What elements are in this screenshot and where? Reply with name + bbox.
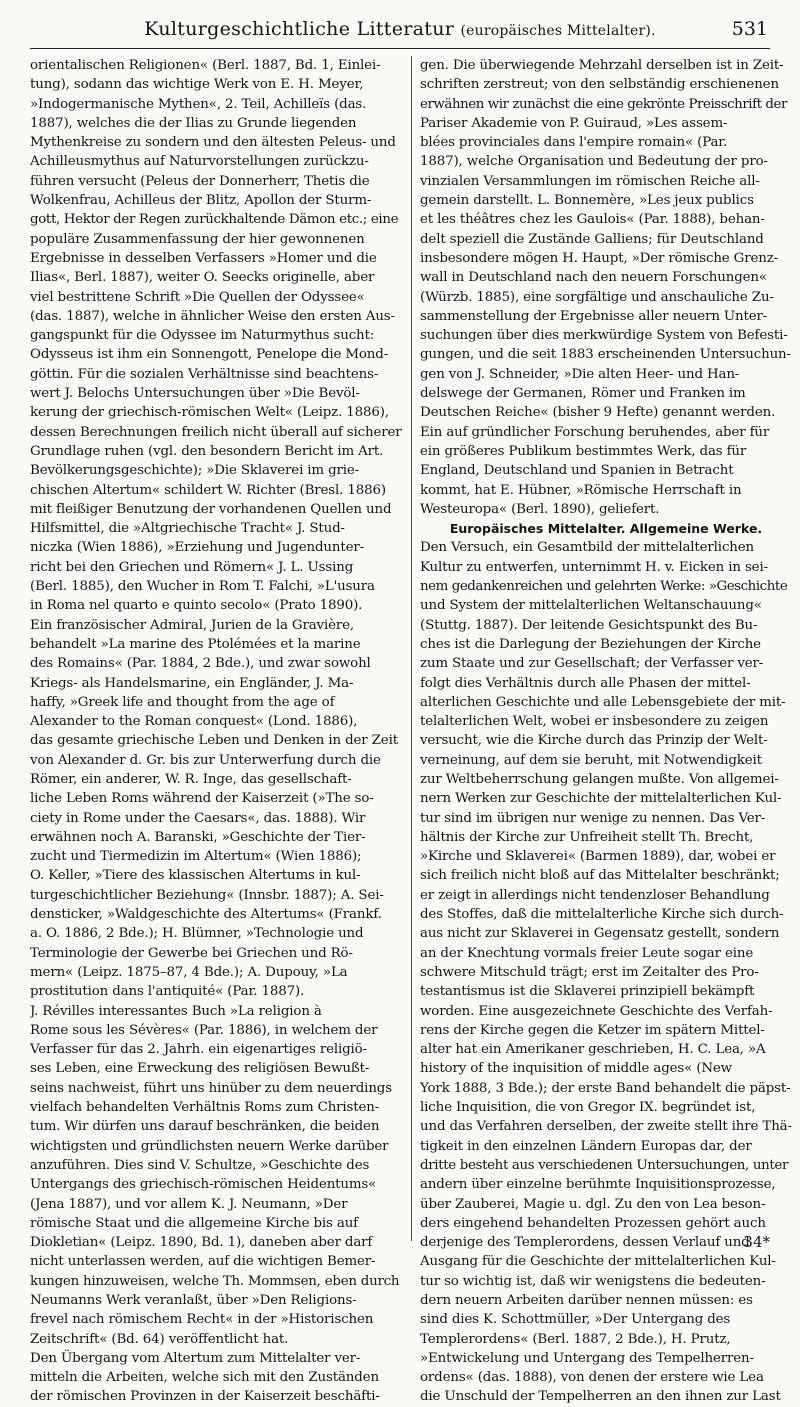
text-line: suchungen über dies merkwürdige System von Befesti- (420, 328, 788, 344)
text-line: sind dies K. Schottmüller, »Der Untergang des (420, 1312, 731, 1328)
text-line: Kultur zu entwerfen, unternimmt H. v. Eicken in sei- (420, 559, 768, 575)
text-line: hältnis der Kirche zur Unfreiheit stellt Th. Brecht, (420, 829, 754, 845)
text-line: römische Staat und die allgemeine Kirche bis auf (30, 1215, 358, 1231)
text-line: history of the inquisition of middle ages« (New (420, 1061, 732, 1077)
text-line: Terminologie der Gewerbe bei Griechen und Rö- (30, 945, 353, 961)
text-line: von Alexander d. Gr. bis zur Unterwerfung durch die (30, 752, 381, 768)
text-line: seins nachweist, führt uns hinüber zu dem neuerdings (30, 1080, 392, 1096)
text-line: Rome sous les Sévères« (Par. 1886), in welchem der (30, 1022, 378, 1038)
text-line: des Stoffes, daß die mittelalterliche Kirche sich durch- (420, 907, 784, 923)
text-line: Westeuropa« (Berl. 1890), geliefert. (420, 501, 660, 517)
text-line: führen versucht (Peleus der Donnerherr, Thetis die (30, 173, 370, 189)
text-line: York 1888, 3 Bde.); der erste Band behandelt die päpst- (420, 1080, 791, 1096)
text-line: blées provinciales dans l'empire romain« (Par. (420, 135, 728, 151)
text-line: Bevölkerungsgeschichte); »Die Sklaverei im grie- (30, 463, 360, 479)
printer-signature: 34* (743, 1233, 770, 1251)
text-line: »Indogermanische Mythen«, 2. Teil, Achilleïs (das. (30, 96, 367, 112)
text-line: Wolkenfrau, Achilleus der Blitz, Apollon der Sturm- (30, 193, 372, 209)
running-title-subtitle: (europäisches Mittelalter). (460, 23, 656, 39)
text-line: delswege der Germanen, Römer und Franken im (420, 386, 746, 402)
text-line: wert J. Belochs Untersuchungen über »Die Bevöl- (30, 386, 360, 402)
text-line: der römischen Provinzen in der Kaiserzeit beschäfti- (30, 1389, 380, 1405)
text-line: kungen hinzuweisen, welche Th. Mommsen, eben durch (30, 1273, 400, 1289)
text-line: Achilleusmythus auf Naturvorstellungen zurückzu- (30, 154, 369, 170)
page-number: 531 (731, 18, 768, 40)
text-line: »Entwickelung und Untergang des Tempelherren- (420, 1350, 754, 1366)
text-line: Diokletian« (Leipz. 1890, Bd. 1), daneben aber darf (30, 1235, 373, 1251)
text-line: mern« (Leipz. 1875–87, 4 Bde.); A. Dupouy, »La (30, 964, 348, 980)
text-line: nern Werken zur Geschichte der mittelalterlichen Kul- (420, 791, 782, 807)
text-line: gemein darstellt. L. Bonnemère, »Les jeux publics (420, 193, 754, 209)
running-header (30, 18, 770, 44)
text-line: schwere Mitschuld trägt; erst im Zeitalter des Pro- (420, 964, 759, 980)
text-line: (Stuttg. 1887). Der leitende Gesichtspunkt des Bu- (420, 617, 758, 633)
text-line: wall in Deutschland nach den neuern Forschungen« (420, 270, 767, 286)
text-line: zum Staate und zur Gesellschaft; der Verfasser ver- (420, 656, 764, 672)
text-line: sammenstellung der Ergebnisse aller neuern Unter- (420, 308, 768, 324)
text-line: richt bei den Griechen und Römern« J. L. Ussing (30, 559, 354, 575)
text-line: populäre Zusammenfassung der hier gewonnenen (30, 231, 365, 247)
text-line: worden. Eine ausgezeichnete Geschichte des Verfah- (420, 1003, 773, 1019)
text-line: ches ist die Darlegung der Beziehungen der Kirche (420, 636, 761, 652)
text-line: rens der Kirche gegen die Ketzer im spätern Mittel- (420, 1022, 765, 1038)
text-line: aus nicht zur Sklaverei in Gegensatz gestellt, sondern (420, 926, 780, 942)
text-line: mitteln die Arbeiten, welche sich mit den Zuständen (30, 1370, 379, 1386)
text-line: dritte besteht aus verschiedenen Untersuchungen, unter (420, 1157, 789, 1173)
text-line: Templerordens« (Berl. 1887, 2 Bde.), H. Prutz, (420, 1331, 731, 1347)
text-line: zur Weltbeherrschung gelangen mußte. Von allgemei- (420, 771, 779, 787)
text-line: schriften zerstreut; von den selbständig erschienenen (420, 77, 779, 93)
text-line: nem gedankenreichen und gelehrten Werke: »Geschichte (420, 579, 788, 595)
text-line: über Zauberei, Magie u. dgl. Zu den von Lea beson- (420, 1196, 766, 1212)
text-line: testantismus ist die Sklaverei prinzipiell bekämpft (420, 984, 755, 1000)
text-line: gungen, und die seit 1883 erscheinenden Untersuchun- (420, 347, 791, 363)
text-line: das gesamte griechische Leben und Denken in der Zeit (30, 733, 398, 749)
text-line: J. Révilles interessantes Buch »La religion à (30, 1003, 322, 1019)
text-line: erwähnen wir zunächst die eine gekrönte Preisschrift der (420, 96, 787, 112)
text-line: alterlichen Geschichte und alle Lebensgebiete der mit- (420, 694, 786, 710)
text-line: tur so wichtig ist, daß wir wenigstens die bedeuten- (420, 1273, 766, 1289)
text-line: ciety in Rome under the Caesars«, das. 1888). Wir (30, 810, 366, 826)
text-line: chischen Altertum« schildert W. Richter (Bresl. 1886) (30, 482, 386, 498)
text-line: vielfach behandelten Verhältnis Roms zum Christen- (30, 1100, 380, 1116)
text-line: ses Leben, eine Erweckung des religiösen Bewußt- (30, 1061, 370, 1077)
text-line: Hilfsmittel, die »Altgriechische Tracht« J. Stud- (30, 521, 345, 537)
text-line: Ein französischer Admiral, Jurien de la Gravière, (30, 617, 354, 633)
text-line: Kriegs- als Handelsmarine, ein Engländer, J. Ma- (30, 675, 354, 691)
text-line: tur sind im übrigen nur wenige zu nennen. Das Ver- (420, 810, 766, 826)
text-line: Neumanns Werk veranlaßt, über »Den Religions- (30, 1293, 357, 1308)
text-line: liche Inquisition, die von Gregor IX. begründet ist, (420, 1100, 756, 1116)
text-line: an der Knechtung vormals freier Leute sogar eine (420, 945, 754, 961)
text-line: delt speziell die Zustände Galliens; für Deutschland (420, 231, 764, 247)
text-line: Ilias«, Berl. 1887), weiter O. Seecks originelle, aber (30, 270, 375, 286)
text-line: telalterlichen Welt, wobei er insbesondere zu zeigen (420, 714, 769, 730)
text-line: erwähnen noch A. Baranski, »Geschichte der Tier- (30, 829, 366, 845)
text-line: anzuführen. Dies sind V. Schultze, »Geschichte des (30, 1157, 370, 1173)
text-line: tung), sodann das wichtige Werk von E. H. Meyer, (30, 77, 364, 93)
text-line: dern neuern Arbeiten darüber nennen müssen: es (420, 1293, 753, 1308)
header-rule (30, 48, 770, 49)
text-line: folgt dies Verhältnis durch alle Phasen der mittel- (420, 675, 751, 691)
text-line: versucht, wie die Kirche durch das Prinzip der Welt- (420, 733, 768, 749)
text-line: dessen Berechnungen freilich nicht überall auf sicherer (30, 424, 402, 440)
text-line: gen von J. Schneider, »Die alten Heer- und Han- (420, 366, 740, 382)
text-line: Römer, ein anderer, W. R. Inge, das gesellschaft- (30, 771, 352, 787)
text-line: viel bestrittene Schrift »Die Quellen der Odyssee« (30, 289, 365, 305)
text-line: und System der mittelalterlichen Weltanschauung« (420, 598, 762, 614)
text-line: kommt, hat E. Hübner, »Römische Herrschaft in (420, 482, 742, 498)
text-line: Pariser Akademie von P. Guiraud, »Les assem- (420, 115, 728, 131)
text-line: die Unschuld der Tempelherren an den ihnen zur Last (420, 1389, 781, 1405)
text-line: England, Deutschland und Spanien in Betracht (420, 463, 734, 479)
text-line: liche Leben Roms während der Kaiserzeit (»The so- (30, 791, 374, 807)
text-line: niczka (Wien 1886), »Erziehung und Jugendunter- (30, 540, 364, 556)
text-line: turgeschichtlicher Beziehung« (Innsbr. 1887); A. Sei- (30, 887, 384, 903)
text-line: Untergangs des griechisch-römischen Heidentums« (30, 1177, 377, 1193)
text-line: Verfasser für das 2. Jahrh. ein eigenartiges religiö- (30, 1042, 367, 1058)
text-line: tum. Wir dürfen uns darauf beschränken, die beiden (30, 1119, 380, 1135)
left-column (30, 56, 402, 1407)
text-line: gott, Hektor der Regen zurückhaltende Dämon etc.; eine (30, 212, 399, 228)
text-line: ein größeres Publikum bestimmtes Werk, das für (420, 443, 747, 459)
text-line: a. O. 1886, 2 Bde.); H. Blümner, »Technologie und (30, 926, 364, 942)
text-line: Zeitschrift« (Bd. 64) veröffentlicht hat. (30, 1331, 289, 1347)
text-line: des Romains« (Par. 1884, 2 Bde.), und zwar sowohl (30, 656, 371, 672)
text-line: (Würzb. 1885), eine sorgfältige und anschauliche Zu- (420, 289, 774, 305)
text-line: tigkeit in den einzelnen Ländern Europas dar, der (420, 1138, 752, 1154)
text-line: wichtigsten und gründlichsten neuern Werke darüber (30, 1138, 389, 1154)
text-line: densticker, »Waldgeschichte des Altertums« (Frankf. (30, 907, 382, 923)
column-divider (411, 56, 412, 1241)
text-line: behandelt »La marine des Ptolémées et la marine (30, 636, 361, 652)
text-line: (Berl. 1885), den Wucher in Rom T. Falchi, »L'usura (30, 579, 375, 595)
section-heading: Europäisches Mittelalter. Allgemeine Werke. (449, 521, 763, 537)
text-line: mit fleißiger Benutzung der vorhandenen Quellen und (30, 501, 392, 517)
text-line: frevel nach römischem Recht« in der »Historischen (30, 1312, 374, 1328)
running-title (30, 18, 770, 40)
text-line: alter hat ein Amerikaner geschrieben, H. C. Lea, »A (420, 1042, 766, 1058)
text-line: et les théâtres chez les Gaulois« (Par. 1888), behan- (420, 212, 765, 228)
text-line: Den Versuch, ein Gesamtbild der mittelalterlichen (420, 540, 755, 556)
text-line: er zeigt in allerdings nicht tendenzloser Behandlung (420, 887, 770, 903)
text-line: haffy, »Greek life and thought from the age of (30, 694, 335, 710)
text-line: ders eingehend behandelten Prozessen gehört auch (420, 1215, 766, 1231)
text-line: verneinung, auf dem sie beruht, mit Notwendigkeit (420, 752, 762, 768)
text-line: nicht unterlassen werden, auf die wichtigen Bemer- (30, 1254, 376, 1270)
text-line: Odysseus ist ihm ein Sonnengott, Penelope die Mond- (30, 347, 389, 363)
text-line: derjenige des Templerordens, dessen Verlauf und (420, 1235, 750, 1251)
text-line: Grundlage ruhen (vgl. den besondern Bericht im Art. (30, 443, 384, 459)
text-line: gangspunkt für die Odyssee im Naturmythus sucht: (30, 328, 375, 344)
text-line: orientalischen Religionen« (Berl. 1887, Bd. 1, Einlei- (30, 58, 381, 73)
text-line: vinzialen Versammlungen im römischen Reiche all- (420, 173, 760, 189)
text-line: andern über einzelne berühmte Inquisitionsprozesse, (420, 1177, 776, 1193)
text-line: (Jena 1887), und vor allem K. J. Neumann, »Der (30, 1196, 348, 1212)
text-line: Den Übergang vom Altertum zum Mittelalter ver- (30, 1350, 361, 1366)
text-line: Ein auf gründlicher Forschung beruhendes, aber für (420, 424, 770, 440)
text-line: (das. 1887), welche in ähnlicher Weise den ersten Aus- (30, 308, 395, 324)
text-line: Alexander to the Roman conquest« (Lond. 1886), (30, 714, 358, 730)
text-line: »Kirche und Sklaverei« (Barmen 1889), dar, wobei er (420, 849, 776, 865)
text-line: in Roma nel quarto e quinto secolo« (Prato 1890). (30, 598, 363, 614)
text-line: Deutschen Reiche« (bisher 9 Hefte) genannt werden. (420, 405, 776, 421)
text-line: ordens« (das. 1888), von denen der erstere wie Lea (420, 1370, 764, 1386)
text-columns (30, 56, 792, 1405)
right-column (420, 56, 792, 1407)
text-line: zucht und Tiermedizin im Altertum« (Wien 1886); (30, 849, 362, 865)
text-line: insbesondere mögen H. Haupt, »Der römische Grenz- (420, 250, 778, 266)
running-title-main: Kulturgeschichtliche Litteratur (144, 18, 455, 40)
text-line: Ergebnisse in desselben Verfassers »Homer und die (30, 250, 377, 266)
text-line: Mythenkreise zu sondern und den ältesten Peleus- und (30, 135, 396, 151)
text-line: göttin. Für die sozialen Verhältnisse sind beachtens- (30, 366, 379, 382)
text-line: 1887), welche Organisation und Bedeutung der pro- (420, 154, 768, 170)
text-line: Ausgang für die Geschichte der mittelalterlichen Kul- (420, 1254, 776, 1270)
text-line: gen. Die überwiegende Mehrzahl derselben ist in Zeit- (420, 58, 784, 73)
text-line: O. Keller, »Tiere des klassischen Altertums in kul- (30, 868, 361, 884)
text-line: prostitution dans l'antiquité« (Par. 1887). (30, 984, 305, 1000)
text-line: sich freilich nicht bloß auf das Mittelalter beschränkt; (420, 868, 780, 884)
text-line: und das Verfahren derselben, der zweite stellt ihre Thä- (420, 1119, 792, 1135)
text-line: kerung der griechisch-römischen Welt« (Leipz. 1886), (30, 405, 389, 421)
text-line: 1887), welches die der Ilias zu Grunde liegenden (30, 115, 357, 131)
